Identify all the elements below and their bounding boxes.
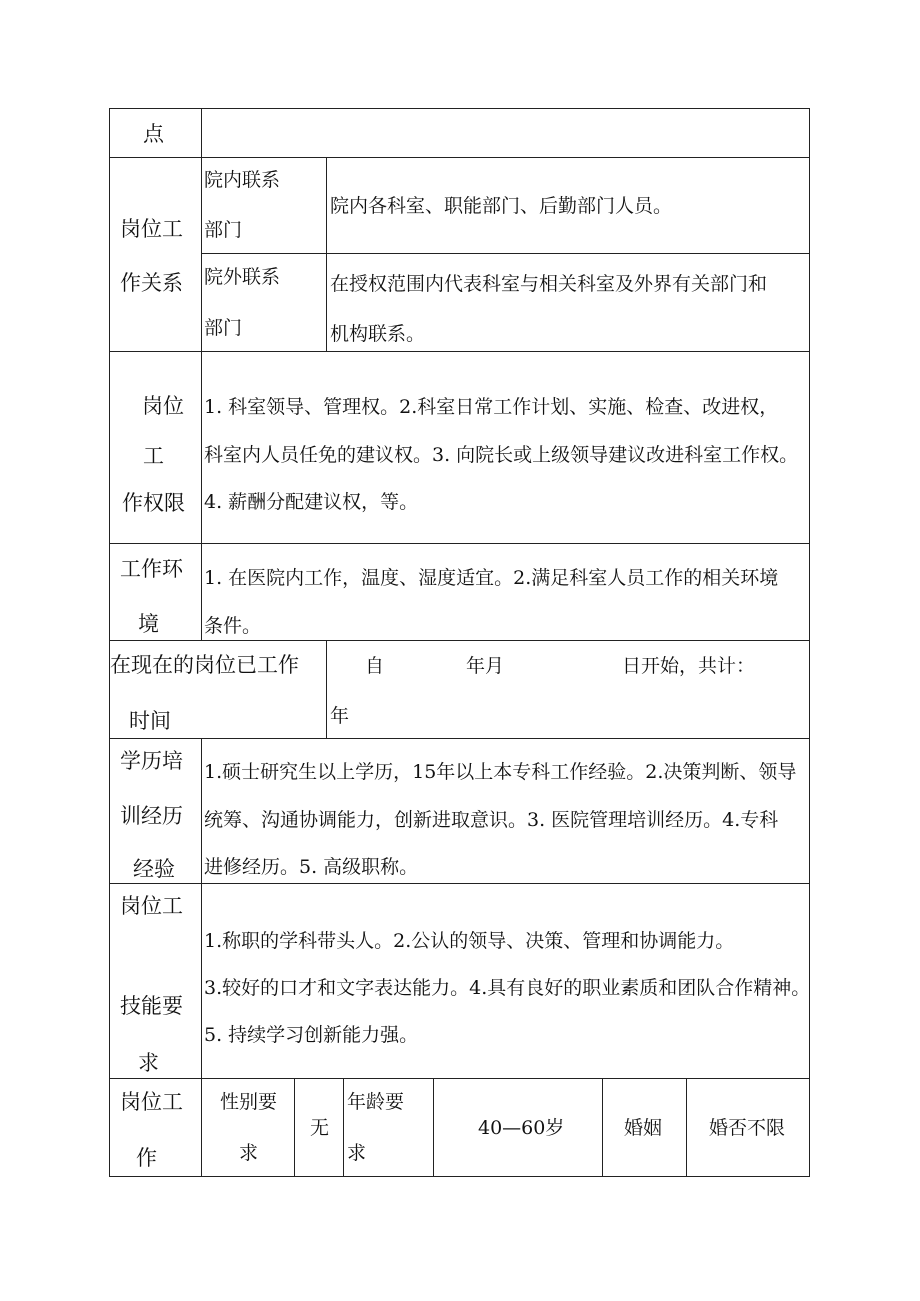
row-label: 经验 — [133, 857, 175, 881]
tenure-year: 年 — [330, 705, 350, 727]
sub-label: 部门 — [204, 219, 243, 241]
cell-value: 院内各科室、职能部门、后勤部门人员。 — [330, 195, 673, 217]
row-divider — [109, 351, 810, 352]
row-label: 求 — [138, 1051, 159, 1075]
row-label: 在现在的岗位已工作 — [110, 653, 299, 677]
row-label: 岗位工 — [120, 894, 183, 918]
tenure-month: 年月 — [466, 655, 505, 677]
row-label: 训经历 — [120, 804, 183, 828]
age-label: 年龄要 — [347, 1091, 405, 1113]
row-label: 境 — [138, 612, 159, 636]
marriage-label: 婚姻 — [624, 1117, 663, 1139]
cell-text: 进修经历。5. 高级职称。 — [204, 856, 419, 878]
tenure-day: 日开始，共计： — [622, 655, 756, 677]
tenure-from: 自 — [365, 655, 385, 677]
table-border-right — [809, 108, 810, 1177]
row-label: 工 — [143, 444, 164, 468]
gender-label: 性别要 — [220, 1091, 278, 1113]
col-divider — [433, 1078, 434, 1177]
row-label: 作 — [136, 1146, 157, 1170]
row-label: 学历培 — [120, 749, 183, 773]
table-border-top — [109, 108, 810, 109]
row-divider — [109, 883, 810, 884]
cell-text: 1. 在医院内工作，温度、湿度适宜。2.满足科室人员工作的相关环境 — [204, 567, 779, 589]
row-label: 岗位 — [142, 394, 184, 418]
table-border-bottom — [109, 1176, 810, 1177]
row-label: 作权限 — [122, 491, 185, 515]
row-label: 岗位工 — [120, 217, 183, 241]
col-divider — [686, 1078, 687, 1177]
cell-text: 科室内人员任免的建议权。3. 向院长或上级领导建议改进科室工作权。 — [204, 444, 799, 466]
cell-text: 3.较好的口才和文字表达能力。4.具有良好的职业素质和团队合作精神。 — [204, 977, 811, 999]
age-value: 40—60岁 — [478, 1117, 565, 1139]
col-divider — [602, 1078, 603, 1177]
marriage-value: 婚否不限 — [709, 1117, 786, 1139]
row-divider — [109, 1078, 810, 1079]
row-divider — [109, 640, 810, 641]
sub-label: 部门 — [204, 317, 243, 339]
col-divider — [201, 738, 202, 1177]
row-divider — [109, 738, 810, 739]
row-label: 时间 — [129, 709, 171, 733]
row-label: 工作环 — [120, 557, 183, 581]
cell-value: 在授权范围内代表科室与相关科室及外界有关部门和 — [330, 273, 768, 295]
col-divider — [201, 108, 202, 641]
col-divider — [326, 640, 327, 739]
row-label: 技能要 — [120, 994, 183, 1018]
col-divider — [294, 1078, 295, 1177]
row-label: 作关系 — [120, 271, 183, 295]
row-divider — [201, 253, 810, 254]
cell-text: 统筹、沟通协调能力，创新进取意识。3. 医院管理培训经历。4.专科 — [204, 809, 779, 831]
row-divider — [109, 157, 810, 158]
row-label: 岗位工 — [120, 1090, 183, 1114]
cell-text: 1. 科室领导、管理权。2.科室日常工作计划、实施、检查、改进权， — [204, 396, 779, 418]
col-divider — [326, 157, 327, 352]
sub-label: 院外联系 — [204, 266, 281, 288]
cell-text: 条件。 — [204, 615, 262, 637]
row-divider — [109, 543, 810, 544]
table-border-left — [109, 108, 110, 1177]
cell-text: 5. 持续学习创新能力强。 — [204, 1024, 419, 1046]
row-label: 点 — [143, 122, 164, 146]
cell-text: 1.称职的学科带头人。2.公认的领导、决策、管理和协调能力。 — [204, 930, 735, 952]
cell-value: 机构联系。 — [330, 323, 426, 345]
sub-label: 院内联系 — [204, 169, 281, 191]
col-divider — [343, 1078, 344, 1177]
gender-value: 无 — [310, 1117, 330, 1139]
age-label: 求 — [347, 1142, 367, 1164]
cell-text: 1.硕士研究生以上学历，15年以上本专科工作经验。2.决策判断、领导 — [204, 761, 797, 783]
gender-label: 求 — [239, 1142, 259, 1164]
cell-text: 4. 薪酬分配建议权，等。 — [204, 491, 419, 513]
